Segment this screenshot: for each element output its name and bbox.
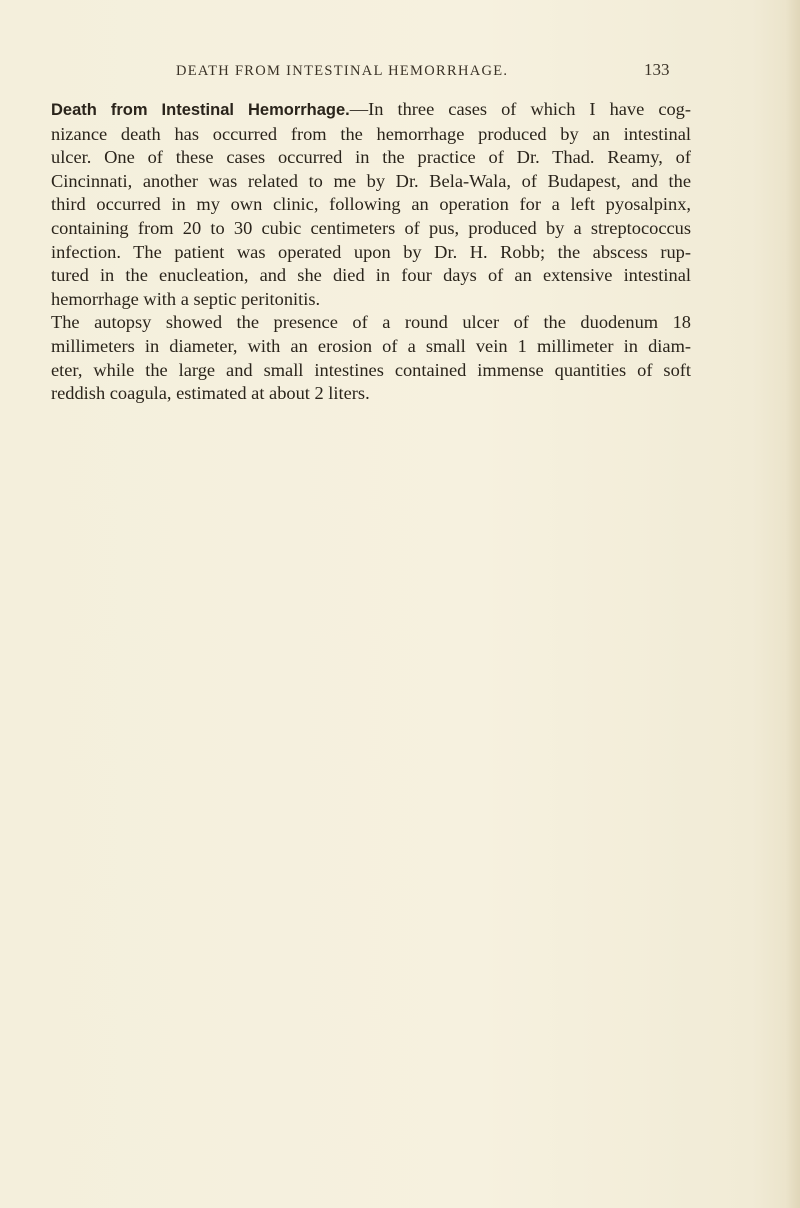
text-line-7: infection. The patient was operated upon by Dr. H. Robb; the abscess rup- xyxy=(51,241,691,262)
body-text xyxy=(51,98,691,406)
text-line-2: nizance death has occurred from the hemorrhage produced by an intestinal xyxy=(51,123,691,144)
text-line-6: containing from 20 to 30 cubic centimeters of pus, produced by a streptococcus xyxy=(51,217,691,238)
text-line-1-rest: —In three cases of which I have cog- xyxy=(349,99,691,119)
text-line-5: third occurred in my own clinic, following an operation for a left pyosalpinx, xyxy=(51,194,691,215)
text-line-9: hemorrhage with a septic peritonitis. xyxy=(51,288,321,309)
page-edge-shadow xyxy=(786,0,800,1208)
running-title: DEATH FROM INTESTINAL HEMORRHAGE. xyxy=(176,63,509,79)
text-line-10: The autopsy showed the presence of a round ulcer of the duodenum 18 xyxy=(51,312,691,333)
text-line-1 xyxy=(51,98,691,123)
text-line-13: reddish coagula, estimated at about 2 liters. xyxy=(51,383,370,404)
section-heading: Death from Intestinal Hemorrhage. xyxy=(51,101,350,119)
running-header xyxy=(0,60,800,84)
text-line-11: millimeters in diameter, with an erosion of a small vein 1 millimeter in diam- xyxy=(51,335,691,356)
text-line-8: tured in the enucleation, and she died in four days of an extensive intestinal xyxy=(51,265,691,286)
text-line-12: eter, while the large and small intestines contained immense quantities of soft xyxy=(51,359,691,380)
page-number: 133 xyxy=(644,60,670,79)
text-line-4: Cincinnati, another was related to me by Dr. Bela-Wala, of Budapest, and the xyxy=(51,170,691,191)
text-line-3: ulcer. One of these cases occurred in the practice of Dr. Thad. Reamy, of xyxy=(51,147,691,168)
